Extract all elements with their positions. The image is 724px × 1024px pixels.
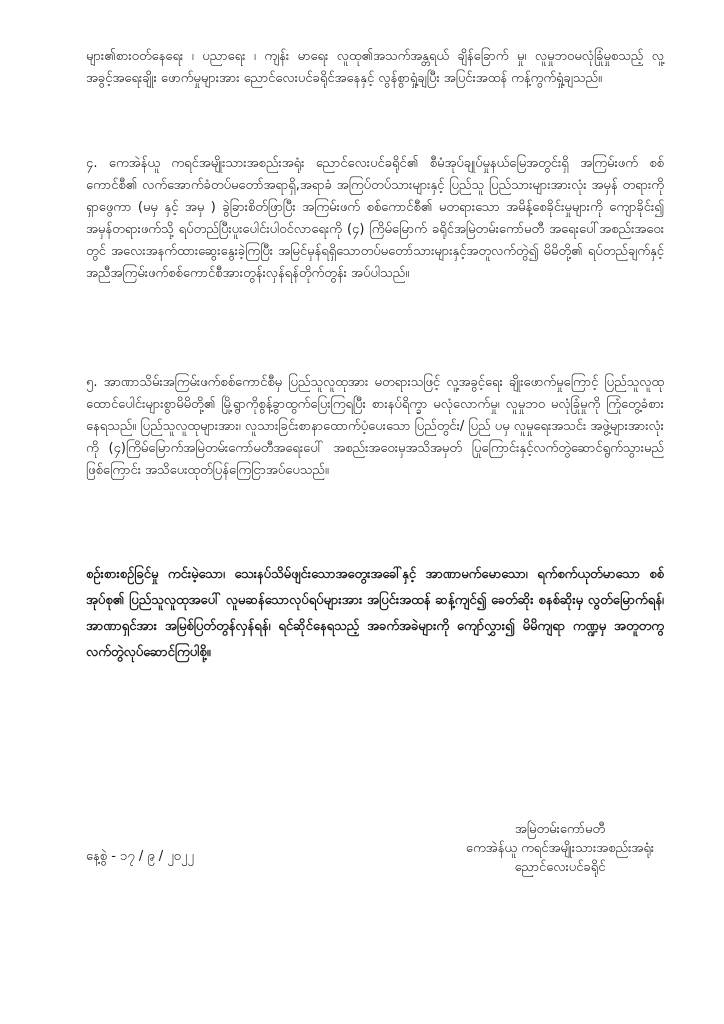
appeal-paragraph: စဉ်းစားစဉ်ခြင်မှု ကင်းမဲ့သော၊ သေးနပ်သိမ်ဖျင်းသောအတွေးအခေါ်နှင့် အာဏာမက်မောသော၊ ရက်စက်ယုတ်မာသော စစ်အုပ်စု၏ ပြည်သူလူထုအပေါ် လူမဆန်သောလုပ်ရပ်များအား အပြင်းအထန် ဆန့်ကျင်၍ ခေတ်ဆိုး စနစ်ဆိုးမှ လွတ်မြောက်ရန်၊ အာဏာရှင်အား အမြစ်ပြတ်တွန်လှန်ရန်၊ ရင်ဆိုင်နေရသည့် အခက်အခဲများကို ကျော်လွှား၍ မိမိကျရာ ကဏ္ဍမှ အတူတကွလက်တွဲလုပ်ဆောင်ကြပါစို့။ — [86, 567, 664, 660]
signature-committee: အမြဲတမ်းကော်မတီ — [514, 822, 606, 837]
date-line: နေ့စွဲ - ၁၇ / ၉ / ၂၀၂၂ — [86, 849, 194, 864]
paragraph-continuation: များ၏စားဝတ်နေရေး ၊ ပညာရေး ၊ ကျန်း မာရေး လူထု၏အသက်အန္တရယ် ချိန်ခြောက် မှု၊ လူမှုဘဝမလုံခြုံမှုစသည့် လူ့အခွင့်အရေးချိုး ဖောက်မှုများအား ညောင်လေးပင်ခရိုင်အနေနှင့် လွန်စွာရှုံ့ချပြီး အပြင်းအထန် ကန့်ကွက်ရှုံ့ချသည်။ — [86, 49, 664, 86]
paragraph-4: ၄. ကေအဲန်ယူ ကရင်အမျိုးသားအစည်းအရုံး ညောင်လေးပင်ခရိုင်၏ စီမံအုပ်ချုပ်မှုနယ်မြေအတွင်းရှိ အကြမ်းဖက် စစ်ကောင်စီ၏ လက်အောက်ခံတပ်မတော်အရာရှိ,အရာခံ အကြပ်တပ်သားများနှင့် ပြည်သူ ပြည်သားများအားလုံး အမှန် တရားကိုရှာဖွေကာ (မမှ နှင့် အမှ ) ခွဲခြားစိတ်ဖြာပြီး အကြမ်းဖက် စစ်ကောင်စီ၏ မတရားသော အမိန့်စေခိုင်းမှုများကို ကျောခိုင်း၍ အမှန်တရားဖက်သို့ ရပ်တည်ပြီးပူးပေါင်းပါဝင်လာရေးကို (၄) ကြိမ်မြောက် ခရိုင်အမြဲတမ်းကော်မတီ အရေးပေါ်အစည်းအဝေးတွင် အလေးအနက်ထားဆွေးနွေးခဲ့ကြပြီး အမြင်မှန်ရရှိသောတပ်မတော်သားများနှင့်အတူလက်တွဲ၍ မိမိတို့၏ ရပ်တည်ချက်နှင့်အညီအကြမ်းဖက်စစ်ကောင်စီအားတွန်းလှန်ရန်တိုက်တွန်း အပ်ပါသည်။ — [86, 156, 664, 281]
paragraph-5: ၅. အာဏာသိမ်းအကြမ်းဖက်စစ်ကောင်စီမှ ပြည်သူလူထုအား မတရားသဖြင့် လူ့အခွင့်ရေး ချိုးဖောက်မှုကြောင့် ပြည်သူလူထုထောင်ပေါင်းများစွာမိမိတို့၏ မြို့ရွာကိုစွန့်ခွာထွက်ပြေးကြရပြီး စားနပ်ရိက္ခာ မလုံလောက်မှု၊ လူမှုဘဝ မလုံခြုံမှုကို ကြုံတွေ့ခံစားနေရသည်။ ပြည်သူလူထုများအား၊ လူသားခြင်းစာနာထောက်ပံ့ပေးသော ပြည်တွင်း/ ပြည် ပမှ လူမှုရေးအသင်း အဖွဲ့များအားလုံးကို (၄)ကြိမ်မြောက်အမြဲတမ်းကော်မတီအရေးပေါ် အစည်းအဝေးမှအသိအမှတ် ပြုကြောင်းနှင့်လက်တွဲဆောင်ရွက်သွားမည်ဖြစ်ကြောင်း အသိပေးထုတ်ပြန်ကြေငြာအပ်ပေသည်။ — [86, 375, 664, 478]
signature-organization: ကေအဲန်ယူ ကရင်အမျိုးသားအစည်းအရုံး — [465, 841, 655, 856]
signature-district: ညောင်လေးပင်ခရိုင် — [514, 860, 606, 875]
signature-block — [440, 820, 680, 877]
